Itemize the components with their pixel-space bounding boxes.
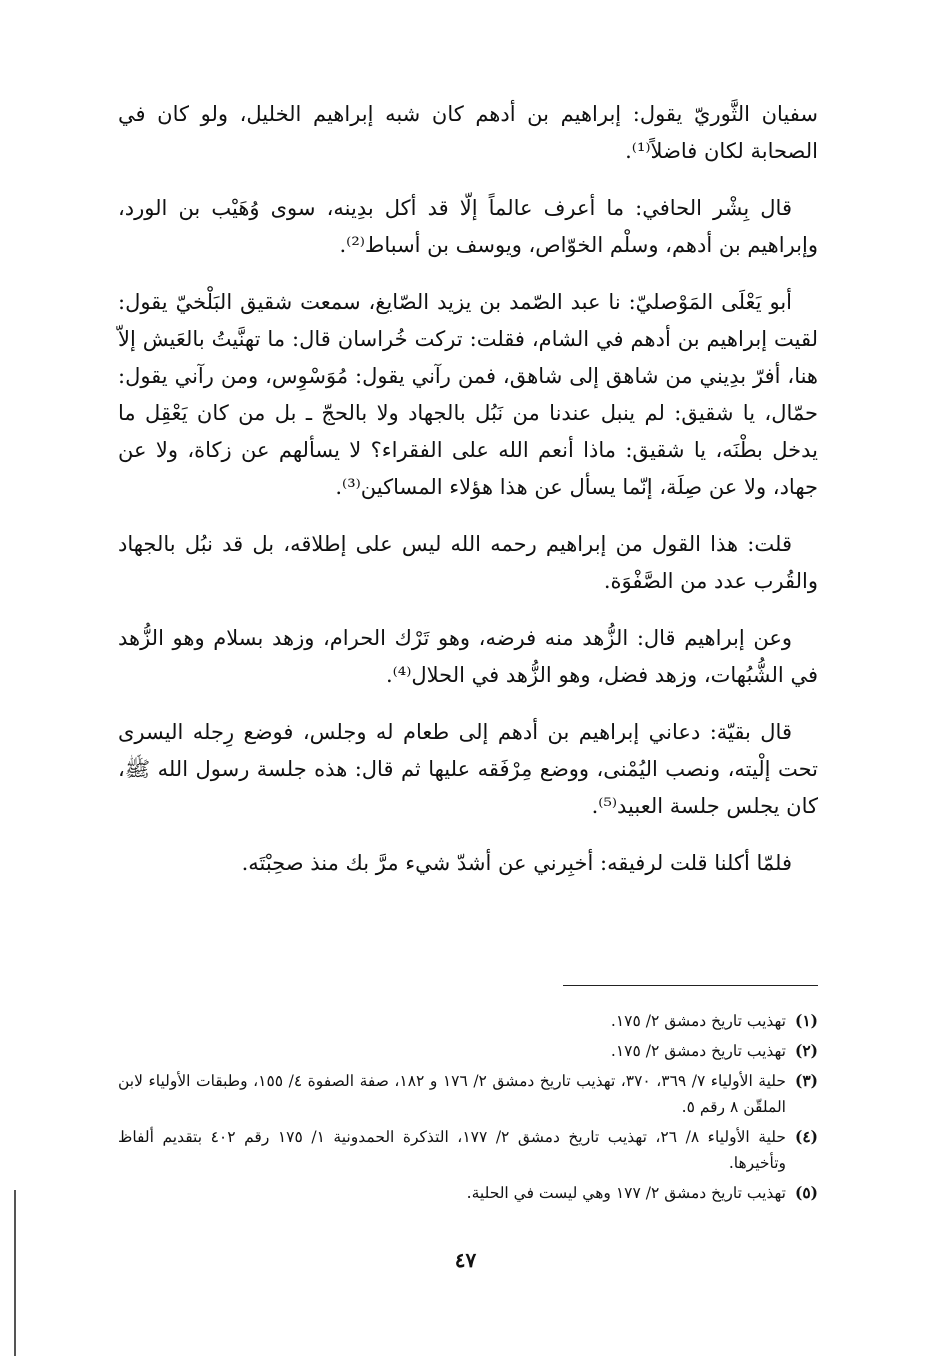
paragraph-1: سفيان الثَّوريّ يقول: إبراهيم بن أدهم كان شبه إبراهيم الخليل، ولو كان في الصحابة لكان فاضلاً⁽¹⁾.	[118, 102, 818, 163]
footnote-text: تهذيب تاريخ دمشق ٢/ ١٧٧ وهي ليست في الحلية.	[466, 1184, 786, 1202]
footnote-number: (٣)	[794, 1071, 818, 1090]
footnote-4	[118, 1124, 818, 1176]
footnote-number: (١)	[794, 1011, 818, 1030]
footnote-number: (٥)	[794, 1183, 818, 1202]
scan-edge-line	[14, 1190, 16, 1356]
paragraph-6: قال بقيّة: دعاني إبراهيم بن أدهم إلى طعام له وجلس، فوضع رِجله اليسرى تحت إلْيته، ونصب اليُمْنى، ووضع مِرْفَقه عليها ثم قال: هذه جلسة رسول الله ﷺ، كان يجلس جلسة العبيد⁽⁵⁾.	[118, 720, 818, 818]
footnote-number: (٢)	[794, 1041, 818, 1060]
footnote-5	[118, 1180, 818, 1206]
paragraph-2: قال بِشْر الحافي: ما أعرف عالماً إلّا قد أكل بدِينه، سوى وُهَيْب بن الورد، وإبراهيم بن أدهم، وسلْم الخوّاص، ويوسف بن أسباط⁽²⁾.	[118, 196, 818, 257]
page-number: ٤٧	[454, 1248, 477, 1272]
paragraph-5: وعن إبراهيم قال: الزُّهد منه فرضه، وهو تَرْك الحرام، وزهد بسلام وهو الزُّهد في الشُّبُهات، وزهد فضل، وهو الزُّهد في الحلال⁽⁴⁾.	[118, 626, 818, 687]
footnote-text: تهذيب تاريخ دمشق ٢/ ١٧٥.	[610, 1042, 786, 1060]
main-text	[118, 96, 818, 902]
paragraph-7: فلمّا أكلنا قلت لرفيقه: أخبِرني عن أشدّ شيء مرَّ بك منذ صحِبْتَه.	[241, 851, 792, 875]
paragraph-4: قلت: هذا القول من إبراهيم رحمه الله ليس على إطلاقه، بل قد نبُل بالجهاد والقُرب عدد من الصَّفْوَة.	[118, 532, 818, 593]
footnote-number: (٤)	[794, 1127, 818, 1146]
footnote-separator	[563, 985, 818, 986]
footnote-text: حلية الأولياء ٧/ ٣٦٩، ٣٧٠، تهذيب تاريخ دمشق ٢/ ١٧٦ و ١٨٢، صفة الصفوة ٤/ ١٥٥، وطبقات الأولياء لابن الملقّن ٨ رقم ٥.	[118, 1072, 787, 1116]
footnote-text: حلية الأولياء ٨/ ٢٦، تهذيب تاريخ دمشق ٢/ ١٧٧، التذكرة الحمدونية ١/ ١٧٥ رقم ٤٠٢ بتقديم ألفاظ وتأخيرها.	[118, 1128, 786, 1172]
footnote-2	[118, 1038, 818, 1064]
footnote-1	[118, 1008, 818, 1034]
footnotes	[118, 1008, 818, 1210]
footnote-text: تهذيب تاريخ دمشق ٢/ ١٧٥.	[610, 1012, 786, 1030]
paragraph-3: أبو يَعْلَى المَوْصليّ: نا عبد الصّمد بن يزيد الصّايغ، سمعت شقيق البَلْخيّ يقول: لقيت إبراهيم بن أدهم في الشام، فقلت: تركت خُراسان قال: ما تهنَّيتُ بالعَيش إلاّ هنا، أفرّ بدِيني من شاهق إلى شاهق، فمن رآني يقول: مُوَسْوِس، ومن رآني يقول: حمّال، يا شقيق: لم ينبل عندنا من نَبُل بالجهاد ولا بالحجّ ـ بل من كان يَعْقِل ما يدخل بطْنَه، يا شقيق: ماذا أنعم الله على الفقراء؟ لا يسألهم عن زكاة، ولا عن جهاد، ولا عن صِلَة، إنّما يسأل عن هذا هؤلاء المساكين⁽³⁾.	[118, 290, 818, 499]
footnote-3	[118, 1068, 818, 1120]
